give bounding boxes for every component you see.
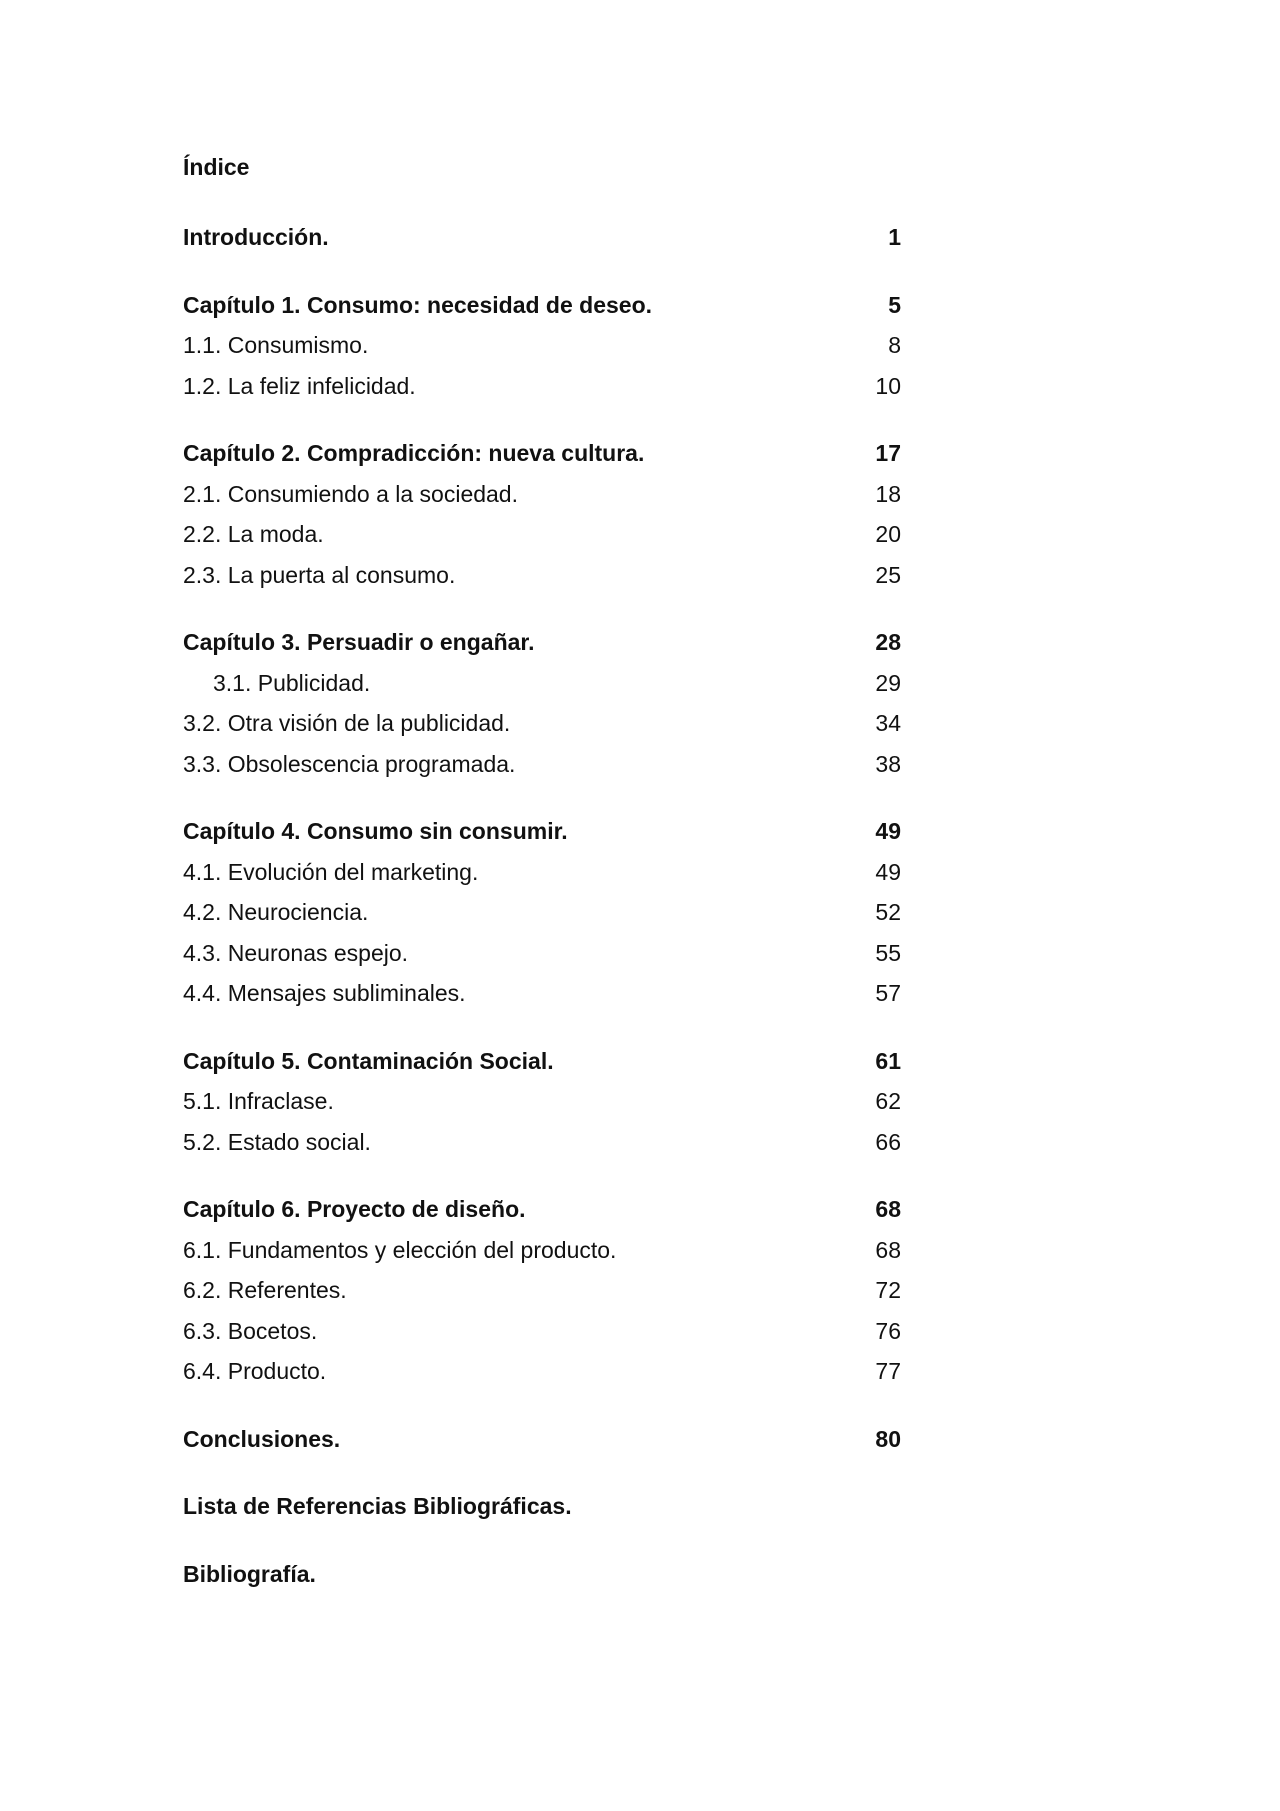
- toc-entry-page: 52: [875, 899, 901, 925]
- toc-entry-label: 1.2. La feliz infelicidad.: [183, 372, 416, 399]
- toc-chapter-4: [183, 811, 901, 852]
- toc-entry-label: 4.1. Evolución del marketing.: [183, 858, 479, 885]
- toc-entry-page: 10: [875, 372, 901, 399]
- toc-entry-label: 6.3. Bocetos.: [183, 1317, 318, 1344]
- toc-entry-bibliography: [183, 1554, 901, 1595]
- toc-entry-label: Capítulo 6. Proyecto de diseño.: [183, 1196, 526, 1222]
- toc-entry-page: 61: [875, 1047, 901, 1074]
- toc-chapter-2: [183, 433, 901, 474]
- toc-subsection: [183, 973, 901, 1014]
- toc-chapter-3: [183, 622, 901, 663]
- toc-title: Índice: [183, 154, 250, 180]
- section-gap: [183, 1014, 901, 1041]
- toc-entry-introduction: [183, 217, 901, 258]
- section-gap: [183, 1527, 901, 1554]
- toc-entry-label: Capítulo 5. Contaminación Social.: [183, 1047, 554, 1074]
- section-gap: [183, 258, 901, 285]
- toc-subsection: [183, 1351, 901, 1392]
- toc-chapter-1: [183, 285, 901, 326]
- toc-entry-label: 6.2. Referentes.: [183, 1277, 347, 1303]
- toc-subsection: [183, 703, 901, 744]
- toc-subsection: [183, 892, 901, 933]
- toc-subsection: [183, 663, 901, 704]
- toc-entry-page: 72: [875, 1277, 901, 1303]
- section-gap: [183, 1162, 901, 1189]
- toc-entry-page: 29: [875, 669, 901, 696]
- toc-entry-label: 4.3. Neuronas espejo.: [183, 939, 409, 966]
- toc-subsection: [183, 366, 901, 407]
- toc-subsection: [183, 1311, 901, 1352]
- toc-entry-label: 5.1. Infraclase.: [183, 1088, 334, 1114]
- toc-entry-page: 25: [875, 561, 901, 588]
- toc-entry-label: 2.1. Consumiendo a la sociedad.: [183, 480, 518, 507]
- toc-subsection: [183, 325, 901, 366]
- toc-entry-conclusions: [183, 1419, 901, 1460]
- toc-subsection: [183, 1230, 901, 1271]
- section-gap: [183, 406, 901, 433]
- toc-entry-page: 80: [875, 1425, 901, 1452]
- toc-entry-page: 76: [875, 1317, 901, 1344]
- toc-entry-page: 18: [875, 480, 901, 507]
- toc-entry-page: 49: [875, 818, 901, 844]
- toc-chapter-5: [183, 1041, 901, 1082]
- toc-entry-page: 28: [875, 629, 901, 655]
- toc-subsection: [183, 474, 901, 515]
- toc-entry-label: Capítulo 4. Consumo sin consumir.: [183, 818, 568, 844]
- toc-entry-label: 4.4. Mensajes subliminales.: [183, 980, 466, 1006]
- toc-entry-page: 66: [875, 1128, 901, 1155]
- section-gap: [183, 1459, 901, 1486]
- toc-subsection: [183, 514, 901, 555]
- toc-entry-label: Capítulo 3. Persuadir o engañar.: [183, 629, 535, 655]
- toc-entry-label: 3.2. Otra visión de la publicidad.: [183, 710, 511, 736]
- toc-entry-label: Lista de Referencias Bibliográficas.: [183, 1493, 572, 1519]
- toc-entry-page: 68: [875, 1196, 901, 1222]
- toc-entry-label: 6.4. Producto.: [183, 1358, 327, 1384]
- toc-entry-label: Bibliografía.: [183, 1560, 316, 1587]
- toc-entry-label: Introducción.: [183, 224, 329, 250]
- toc-subsection: [183, 1122, 901, 1163]
- toc-entry-page: 34: [875, 710, 901, 736]
- toc-entry-label: 6.1. Fundamentos y elección del producto.: [183, 1236, 617, 1263]
- toc-entry-label: Capítulo 1. Consumo: necesidad de deseo.: [183, 291, 653, 318]
- section-gap: [183, 784, 901, 811]
- toc-entry-page: 77: [875, 1358, 901, 1384]
- toc-entry-page: 57: [875, 980, 901, 1006]
- toc-entry-page: 20: [875, 521, 901, 547]
- toc-entry-label: 5.2. Estado social.: [183, 1128, 371, 1155]
- toc-entry-page: 5: [888, 291, 901, 318]
- toc-entry-label: 2.2. La moda.: [183, 521, 324, 547]
- toc-subsection: [183, 555, 901, 596]
- toc-subsection: [183, 933, 901, 974]
- toc-entry-label: 4.2. Neurociencia.: [183, 899, 369, 925]
- section-gap: [183, 1392, 901, 1419]
- toc-subsection: [183, 852, 901, 893]
- table-of-contents: [183, 150, 901, 1594]
- toc-entry-references: [183, 1486, 901, 1527]
- toc-entry-page: 17: [875, 440, 901, 466]
- toc-entry-page: 49: [875, 858, 901, 885]
- toc-subsection: [183, 1270, 901, 1311]
- toc-entry-page: 38: [875, 750, 901, 777]
- toc-entry-label: Capítulo 2. Compradicción: nueva cultura.: [183, 440, 645, 466]
- toc-entry-label: 3.3. Obsolescencia programada.: [183, 750, 516, 777]
- toc-entry-page: 8: [888, 332, 901, 358]
- toc-entry-page: 68: [875, 1236, 901, 1263]
- toc-entry-label: Conclusiones.: [183, 1425, 341, 1452]
- toc-entry-label: 2.3. La puerta al consumo.: [183, 561, 456, 588]
- toc-chapter-6: [183, 1189, 901, 1230]
- toc-entry-page: 62: [875, 1088, 901, 1114]
- section-gap: [183, 595, 901, 622]
- toc-entry-page: 55: [875, 939, 901, 966]
- toc-entry-label: 1.1. Consumismo.: [183, 332, 369, 358]
- toc-entry-page: 1: [888, 224, 901, 250]
- toc-entry-label: 3.1. Publicidad.: [213, 669, 371, 696]
- toc-subsection: [183, 744, 901, 785]
- toc-subsection: [183, 1081, 901, 1122]
